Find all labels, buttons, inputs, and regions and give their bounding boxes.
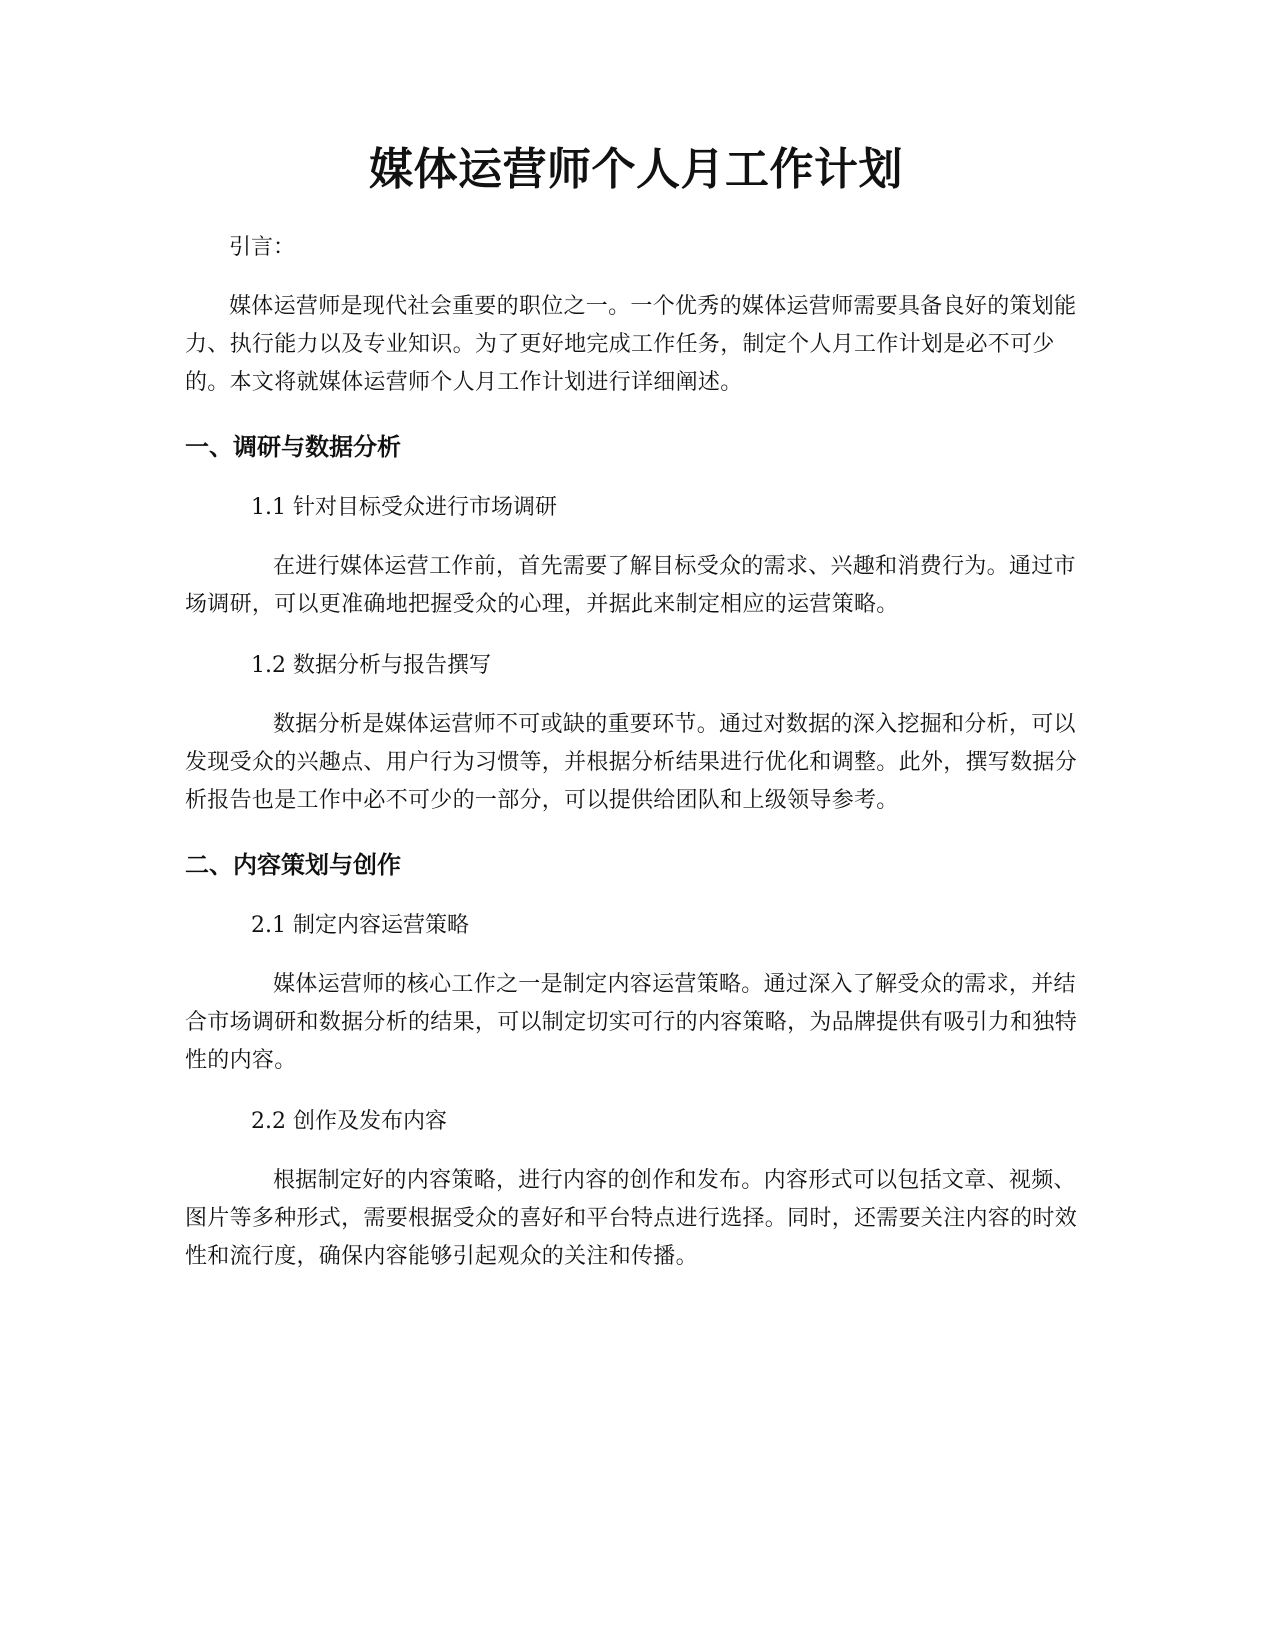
section-heading-1: 一、调研与数据分析 — [185, 433, 401, 461]
subsection-body-1-2: 数据分析是媒体运营师不可或缺的重要环节。通过对数据的深入挖掘和分析，可以发现受众的兴趣点、用户行为习惯等，并根据分析结果进行优化和调整。此外，撰写数据分析报告也是工作中必不可少的一部分，可以提供给团队和上级领导参考。 — [185, 712, 1078, 814]
subsection-title-2-2: 2.2 创作及发布内容 — [251, 1109, 447, 1135]
subsection-body-2-1: 媒体运营师的核心工作之一是制定内容运营策略。通过深入了解受众的需求，并结合市场调研和数据分析的结果，可以制定切实可行的内容策略，为品牌提供有吸引力和独特性的内容。 — [185, 972, 1078, 1074]
document-content — [185, 142, 1087, 1301]
subsection-title-2-1: 2.1 制定内容运营策略 — [251, 913, 469, 939]
subsection-body-2-2: 根据制定好的内容策略，进行内容的创作和发布。内容形式可以包括文章、视频、图片等多种形式，需要根据受众的喜好和平台特点进行选择。同时，还需要关注内容的时效性和流行度，确保内容能够引起观众的关注和传播。 — [185, 1168, 1078, 1270]
intro-label: 引言： — [229, 235, 296, 260]
subsection-body-1-1: 在进行媒体运营工作前，首先需要了解目标受众的需求、兴趣和消费行为。通过市场调研，可以更准确地把握受众的心理，并据此来制定相应的运营策略。 — [185, 554, 1076, 618]
document-title: 媒体运营师个人月工作计划 — [369, 144, 903, 195]
subsection-title-1-1: 1.1 针对目标受众进行市场调研 — [251, 495, 557, 521]
subsection-title-1-2: 1.2 数据分析与报告撰写 — [251, 653, 491, 679]
section-heading-2: 二、内容策划与创作 — [185, 851, 401, 880]
intro-paragraph: 媒体运营师是现代社会重要的职位之一。一个优秀的媒体运营师需要具备良好的策划能力、执行能力以及专业知识。为了更好地完成工作任务，制定个人月工作计划是必不可少的。本文将就媒体运营师个人月工作计划进行详细阐述。 — [185, 294, 1077, 395]
